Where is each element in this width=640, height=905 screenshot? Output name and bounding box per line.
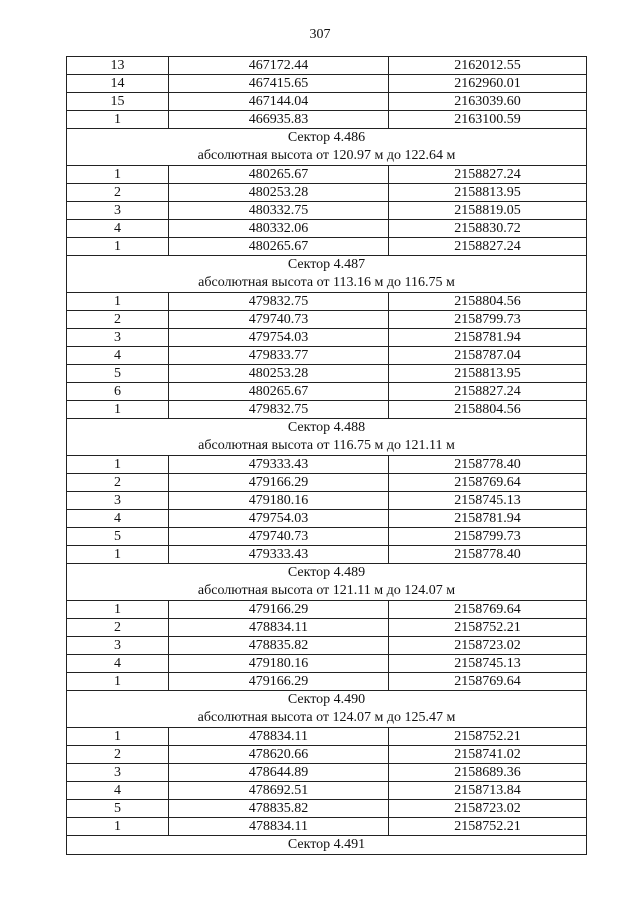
y-coordinate-cell: 2158723.02 — [389, 637, 587, 655]
table-row — [67, 293, 587, 311]
y-coordinate-cell: 2158769.64 — [389, 673, 587, 691]
table-row — [67, 75, 587, 93]
table-row — [67, 546, 587, 564]
y-coordinate-cell: 2158830.72 — [389, 220, 587, 238]
point-number-cell: 2 — [67, 619, 169, 637]
y-coordinate-cell: 2163039.60 — [389, 93, 587, 111]
point-number-cell: 1 — [67, 728, 169, 746]
table-row — [67, 220, 587, 238]
y-coordinate-cell: 2158713.84 — [389, 782, 587, 800]
y-coordinate-cell: 2158769.64 — [389, 474, 587, 492]
point-number-cell: 4 — [67, 220, 169, 238]
x-coordinate-cell: 479166.29 — [169, 474, 389, 492]
point-number-cell: 3 — [67, 492, 169, 510]
y-coordinate-cell: 2158723.02 — [389, 800, 587, 818]
y-coordinate-cell: 2158799.73 — [389, 311, 587, 329]
point-number-cell: 6 — [67, 383, 169, 401]
x-coordinate-cell: 479740.73 — [169, 311, 389, 329]
point-number-cell: 2 — [67, 311, 169, 329]
point-number-cell: 1 — [67, 456, 169, 474]
table-row — [67, 57, 587, 75]
y-coordinate-cell: 2162960.01 — [389, 75, 587, 93]
x-coordinate-cell: 479180.16 — [169, 655, 389, 673]
x-coordinate-cell: 479333.43 — [169, 546, 389, 564]
table-row — [67, 673, 587, 691]
sector-title: Сектор 4.487 — [67, 256, 587, 275]
x-coordinate-cell: 478834.11 — [169, 728, 389, 746]
point-number-cell: 4 — [67, 655, 169, 673]
y-coordinate-cell: 2158813.95 — [389, 184, 587, 202]
x-coordinate-cell: 479833.77 — [169, 347, 389, 365]
altitude-row — [67, 274, 587, 293]
sector-header-row — [67, 691, 587, 710]
table-row — [67, 93, 587, 111]
y-coordinate-cell: 2158745.13 — [389, 655, 587, 673]
sector-header-row — [67, 129, 587, 148]
page-number: 307 — [309, 27, 331, 42]
y-coordinate-cell: 2158819.05 — [389, 202, 587, 220]
altitude-range: абсолютная высота от 124.07 м до 125.47 м — [67, 709, 587, 728]
point-number-cell: 1 — [67, 166, 169, 184]
point-number-cell: 1 — [67, 546, 169, 564]
table-row — [67, 238, 587, 256]
x-coordinate-cell: 478834.11 — [169, 619, 389, 637]
y-coordinate-cell: 2158781.94 — [389, 510, 587, 528]
table-row — [67, 619, 587, 637]
x-coordinate-cell: 479832.75 — [169, 293, 389, 311]
table-row — [67, 347, 587, 365]
y-coordinate-cell: 2158752.21 — [389, 818, 587, 836]
y-coordinate-cell: 2158778.40 — [389, 456, 587, 474]
point-number-cell: 1 — [67, 401, 169, 419]
table-row — [67, 311, 587, 329]
point-number-cell: 1 — [67, 238, 169, 256]
y-coordinate-cell: 2158741.02 — [389, 746, 587, 764]
y-coordinate-cell: 2158778.40 — [389, 546, 587, 564]
point-number-cell: 1 — [67, 601, 169, 619]
table-row — [67, 401, 587, 419]
table-row — [67, 166, 587, 184]
point-number-cell: 15 — [67, 93, 169, 111]
y-coordinate-cell: 2158745.13 — [389, 492, 587, 510]
point-number-cell: 5 — [67, 528, 169, 546]
y-coordinate-cell: 2158752.21 — [389, 728, 587, 746]
x-coordinate-cell: 479832.75 — [169, 401, 389, 419]
x-coordinate-cell: 479180.16 — [169, 492, 389, 510]
table-row — [67, 601, 587, 619]
x-coordinate-cell: 479754.03 — [169, 329, 389, 347]
x-coordinate-cell: 478644.89 — [169, 764, 389, 782]
point-number-cell: 1 — [67, 293, 169, 311]
y-coordinate-cell: 2158781.94 — [389, 329, 587, 347]
table-row — [67, 782, 587, 800]
point-number-cell: 14 — [67, 75, 169, 93]
y-coordinate-cell: 2163100.59 — [389, 111, 587, 129]
x-coordinate-cell: 479166.29 — [169, 673, 389, 691]
point-number-cell: 5 — [67, 365, 169, 383]
y-coordinate-cell: 2158827.24 — [389, 238, 587, 256]
x-coordinate-cell: 478834.11 — [169, 818, 389, 836]
point-number-cell: 3 — [67, 329, 169, 347]
y-coordinate-cell: 2158769.64 — [389, 601, 587, 619]
point-number-cell: 2 — [67, 474, 169, 492]
altitude-range: абсолютная высота от 120.97 м до 122.64 м — [67, 147, 587, 166]
sector-header-row — [67, 256, 587, 275]
altitude-row — [67, 437, 587, 456]
table-row — [67, 365, 587, 383]
sector-title: Сектор 4.489 — [67, 564, 587, 583]
x-coordinate-cell: 480265.67 — [169, 383, 389, 401]
y-coordinate-cell: 2158827.24 — [389, 383, 587, 401]
x-coordinate-cell: 479333.43 — [169, 456, 389, 474]
point-number-cell: 4 — [67, 510, 169, 528]
altitude-range: абсолютная высота от 116.75 м до 121.11 м — [67, 437, 587, 456]
table-row — [67, 111, 587, 129]
point-number-cell: 13 — [67, 57, 169, 75]
table-row — [67, 818, 587, 836]
y-coordinate-cell: 2162012.55 — [389, 57, 587, 75]
x-coordinate-cell: 478620.66 — [169, 746, 389, 764]
table-row — [67, 746, 587, 764]
table-row — [67, 329, 587, 347]
table-row — [67, 728, 587, 746]
x-coordinate-cell: 478835.82 — [169, 637, 389, 655]
point-number-cell: 5 — [67, 800, 169, 818]
table-row — [67, 456, 587, 474]
x-coordinate-cell: 480332.06 — [169, 220, 389, 238]
y-coordinate-cell: 2158689.36 — [389, 764, 587, 782]
sector-title: Сектор 4.488 — [67, 419, 587, 438]
x-coordinate-cell: 479754.03 — [169, 510, 389, 528]
x-coordinate-cell: 480253.28 — [169, 184, 389, 202]
point-number-cell: 4 — [67, 782, 169, 800]
x-coordinate-cell: 480265.67 — [169, 238, 389, 256]
x-coordinate-cell: 478692.51 — [169, 782, 389, 800]
coordinates-table-body — [67, 57, 587, 855]
point-number-cell: 2 — [67, 746, 169, 764]
point-number-cell: 1 — [67, 818, 169, 836]
altitude-row — [67, 582, 587, 601]
x-coordinate-cell: 467144.04 — [169, 93, 389, 111]
sector-title: Сектор 4.486 — [67, 129, 587, 148]
sector-title: Сектор 4.490 — [67, 691, 587, 710]
table-row — [67, 184, 587, 202]
altitude-range: абсолютная высота от 121.11 м до 124.07 м — [67, 582, 587, 601]
sector-header-row — [67, 564, 587, 583]
table-row — [67, 764, 587, 782]
altitude-row — [67, 709, 587, 728]
coordinates-table — [66, 56, 587, 855]
x-coordinate-cell: 479740.73 — [169, 528, 389, 546]
altitude-row — [67, 147, 587, 166]
x-coordinate-cell: 480265.67 — [169, 166, 389, 184]
y-coordinate-cell: 2158827.24 — [389, 166, 587, 184]
x-coordinate-cell: 467172.44 — [169, 57, 389, 75]
x-coordinate-cell: 467415.65 — [169, 75, 389, 93]
table-row — [67, 474, 587, 492]
sector-title: Сектор 4.491 — [67, 836, 587, 855]
y-coordinate-cell: 2158799.73 — [389, 528, 587, 546]
point-number-cell: 1 — [67, 111, 169, 129]
x-coordinate-cell: 478835.82 — [169, 800, 389, 818]
point-number-cell: 4 — [67, 347, 169, 365]
y-coordinate-cell: 2158752.21 — [389, 619, 587, 637]
point-number-cell: 2 — [67, 184, 169, 202]
y-coordinate-cell: 2158804.56 — [389, 401, 587, 419]
table-row — [67, 800, 587, 818]
table-row — [67, 202, 587, 220]
table-row — [67, 383, 587, 401]
table-row — [67, 637, 587, 655]
table-row — [67, 492, 587, 510]
x-coordinate-cell: 479166.29 — [169, 601, 389, 619]
point-number-cell: 1 — [67, 673, 169, 691]
y-coordinate-cell: 2158813.95 — [389, 365, 587, 383]
x-coordinate-cell: 480253.28 — [169, 365, 389, 383]
table-row — [67, 655, 587, 673]
x-coordinate-cell: 480332.75 — [169, 202, 389, 220]
sector-header-row — [67, 419, 587, 438]
point-number-cell: 3 — [67, 202, 169, 220]
sector-header-row — [67, 836, 587, 855]
table-row — [67, 510, 587, 528]
point-number-cell: 3 — [67, 764, 169, 782]
y-coordinate-cell: 2158804.56 — [389, 293, 587, 311]
y-coordinate-cell: 2158787.04 — [389, 347, 587, 365]
x-coordinate-cell: 466935.83 — [169, 111, 389, 129]
table-row — [67, 528, 587, 546]
point-number-cell: 3 — [67, 637, 169, 655]
altitude-range: абсолютная высота от 113.16 м до 116.75 м — [67, 274, 587, 293]
coordinates-table-container — [66, 56, 586, 855]
